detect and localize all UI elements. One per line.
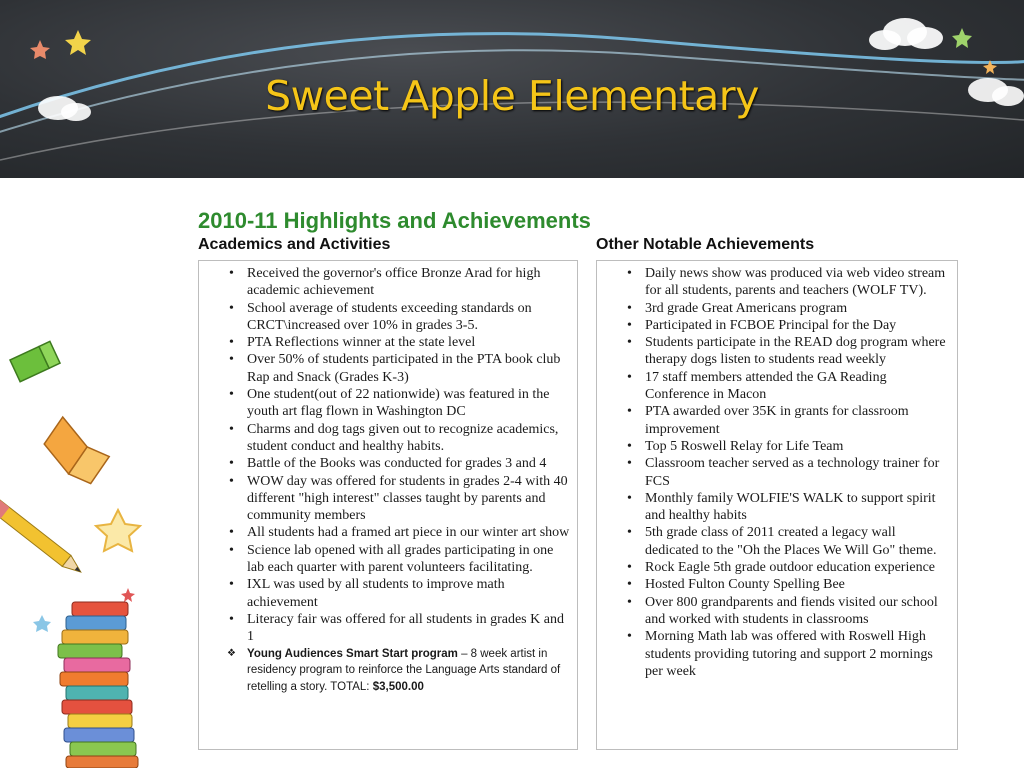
list-item: • IXL was used by all students to improve math achievement — [199, 576, 577, 611]
other-list — [597, 261, 957, 680]
list-item: • Rock Eagle 5th grade outdoor education experience — [597, 559, 957, 576]
list-item: • Classroom teacher served as a technology trainer for FCS — [597, 455, 957, 490]
list-item: • Over 800 grandparents and fiends visited our school and worked with students in classrooms — [597, 594, 957, 629]
school-supplies-illustration — [0, 330, 190, 768]
list-item: • 3rd grade Great Americans program — [597, 300, 957, 317]
list-item: • Battle of the Books was conducted for grades 3 and 4 — [199, 455, 577, 472]
page-title: Sweet Apple Elementary — [265, 72, 759, 120]
list-item: • Hosted Fulton County Spelling Bee — [597, 576, 957, 593]
list-item: • Monthly family WOLFIE'S WALK to support spirit and healthy habits — [597, 490, 957, 525]
list-item: • Science lab opened with all grades participating in one lab each quarter with parent volunteers facilitating. — [199, 542, 577, 577]
list-item: • WOW day was offered for students in grades 2-4 with 40 different "high interest" classes taught by parents and community members — [199, 473, 577, 525]
list-item: • PTA Reflections winner at the state level — [199, 334, 577, 351]
academics-heading: Academics and Activities — [198, 236, 391, 253]
list-item: • Daily news show was produced via web video stream for all students, parents and teachers (WOLF TV). — [597, 265, 957, 300]
list-item: • 5th grade class of 2011 created a legacy wall dedicated to the "Oh the Places We Will Go" theme. — [597, 524, 957, 559]
list-item: • 17 staff members attended the GA Reading Conference in Macon — [597, 369, 957, 404]
program-description: – 8 week artist in residency program to reinforce the Language Arts standard of retelling a story. TOTAL: — [247, 647, 561, 694]
list-item: • Charms and dog tags given out to recognize academics, student conduct and healthy habits. — [199, 421, 577, 456]
list-item: • School average of students exceeding standards on CRCT\increased over 10% in grades 3-5. — [199, 300, 577, 335]
chalkboard-banner — [0, 0, 1024, 178]
list-item: • Top 5 Roswell Relay for Life Team — [597, 438, 957, 455]
program-name: Young Audiences Smart Start program — [247, 647, 458, 660]
list-item: • All students had a framed art piece in our winter art show — [199, 524, 577, 541]
academics-box — [198, 260, 578, 750]
other-box — [596, 260, 958, 750]
other-heading: Other Notable Achievements — [596, 236, 815, 253]
list-item: • Received the governor's office Bronze Arad for high academic achievement — [199, 265, 577, 300]
academics-list — [199, 261, 577, 696]
list-item: • Participated in FCBOE Principal for the Day — [597, 317, 957, 334]
list-item: • PTA awarded over 35K in grants for classroom improvement — [597, 403, 957, 438]
list-item: • Over 50% of students participated in the PTA book club Rap and Snack (Grades K-3) — [199, 351, 577, 386]
list-item: • Morning Math lab was offered with Roswell High students providing tutoring and support 2 mornings per week — [597, 628, 957, 680]
list-item: • Literacy fair was offered for all students in grades K and 1 — [199, 611, 577, 646]
list-item: • One student(out of 22 nationwide) was featured in the youth art flag flown in Washington DC — [199, 386, 577, 421]
list-item: • Students participate in the READ dog program where therapy dogs listen to students read weekly — [597, 334, 957, 369]
special-program-item — [199, 646, 577, 696]
section-title: 2010-11 Highlights and Achievements — [198, 208, 591, 233]
program-total: $3,500.00 — [372, 681, 424, 694]
